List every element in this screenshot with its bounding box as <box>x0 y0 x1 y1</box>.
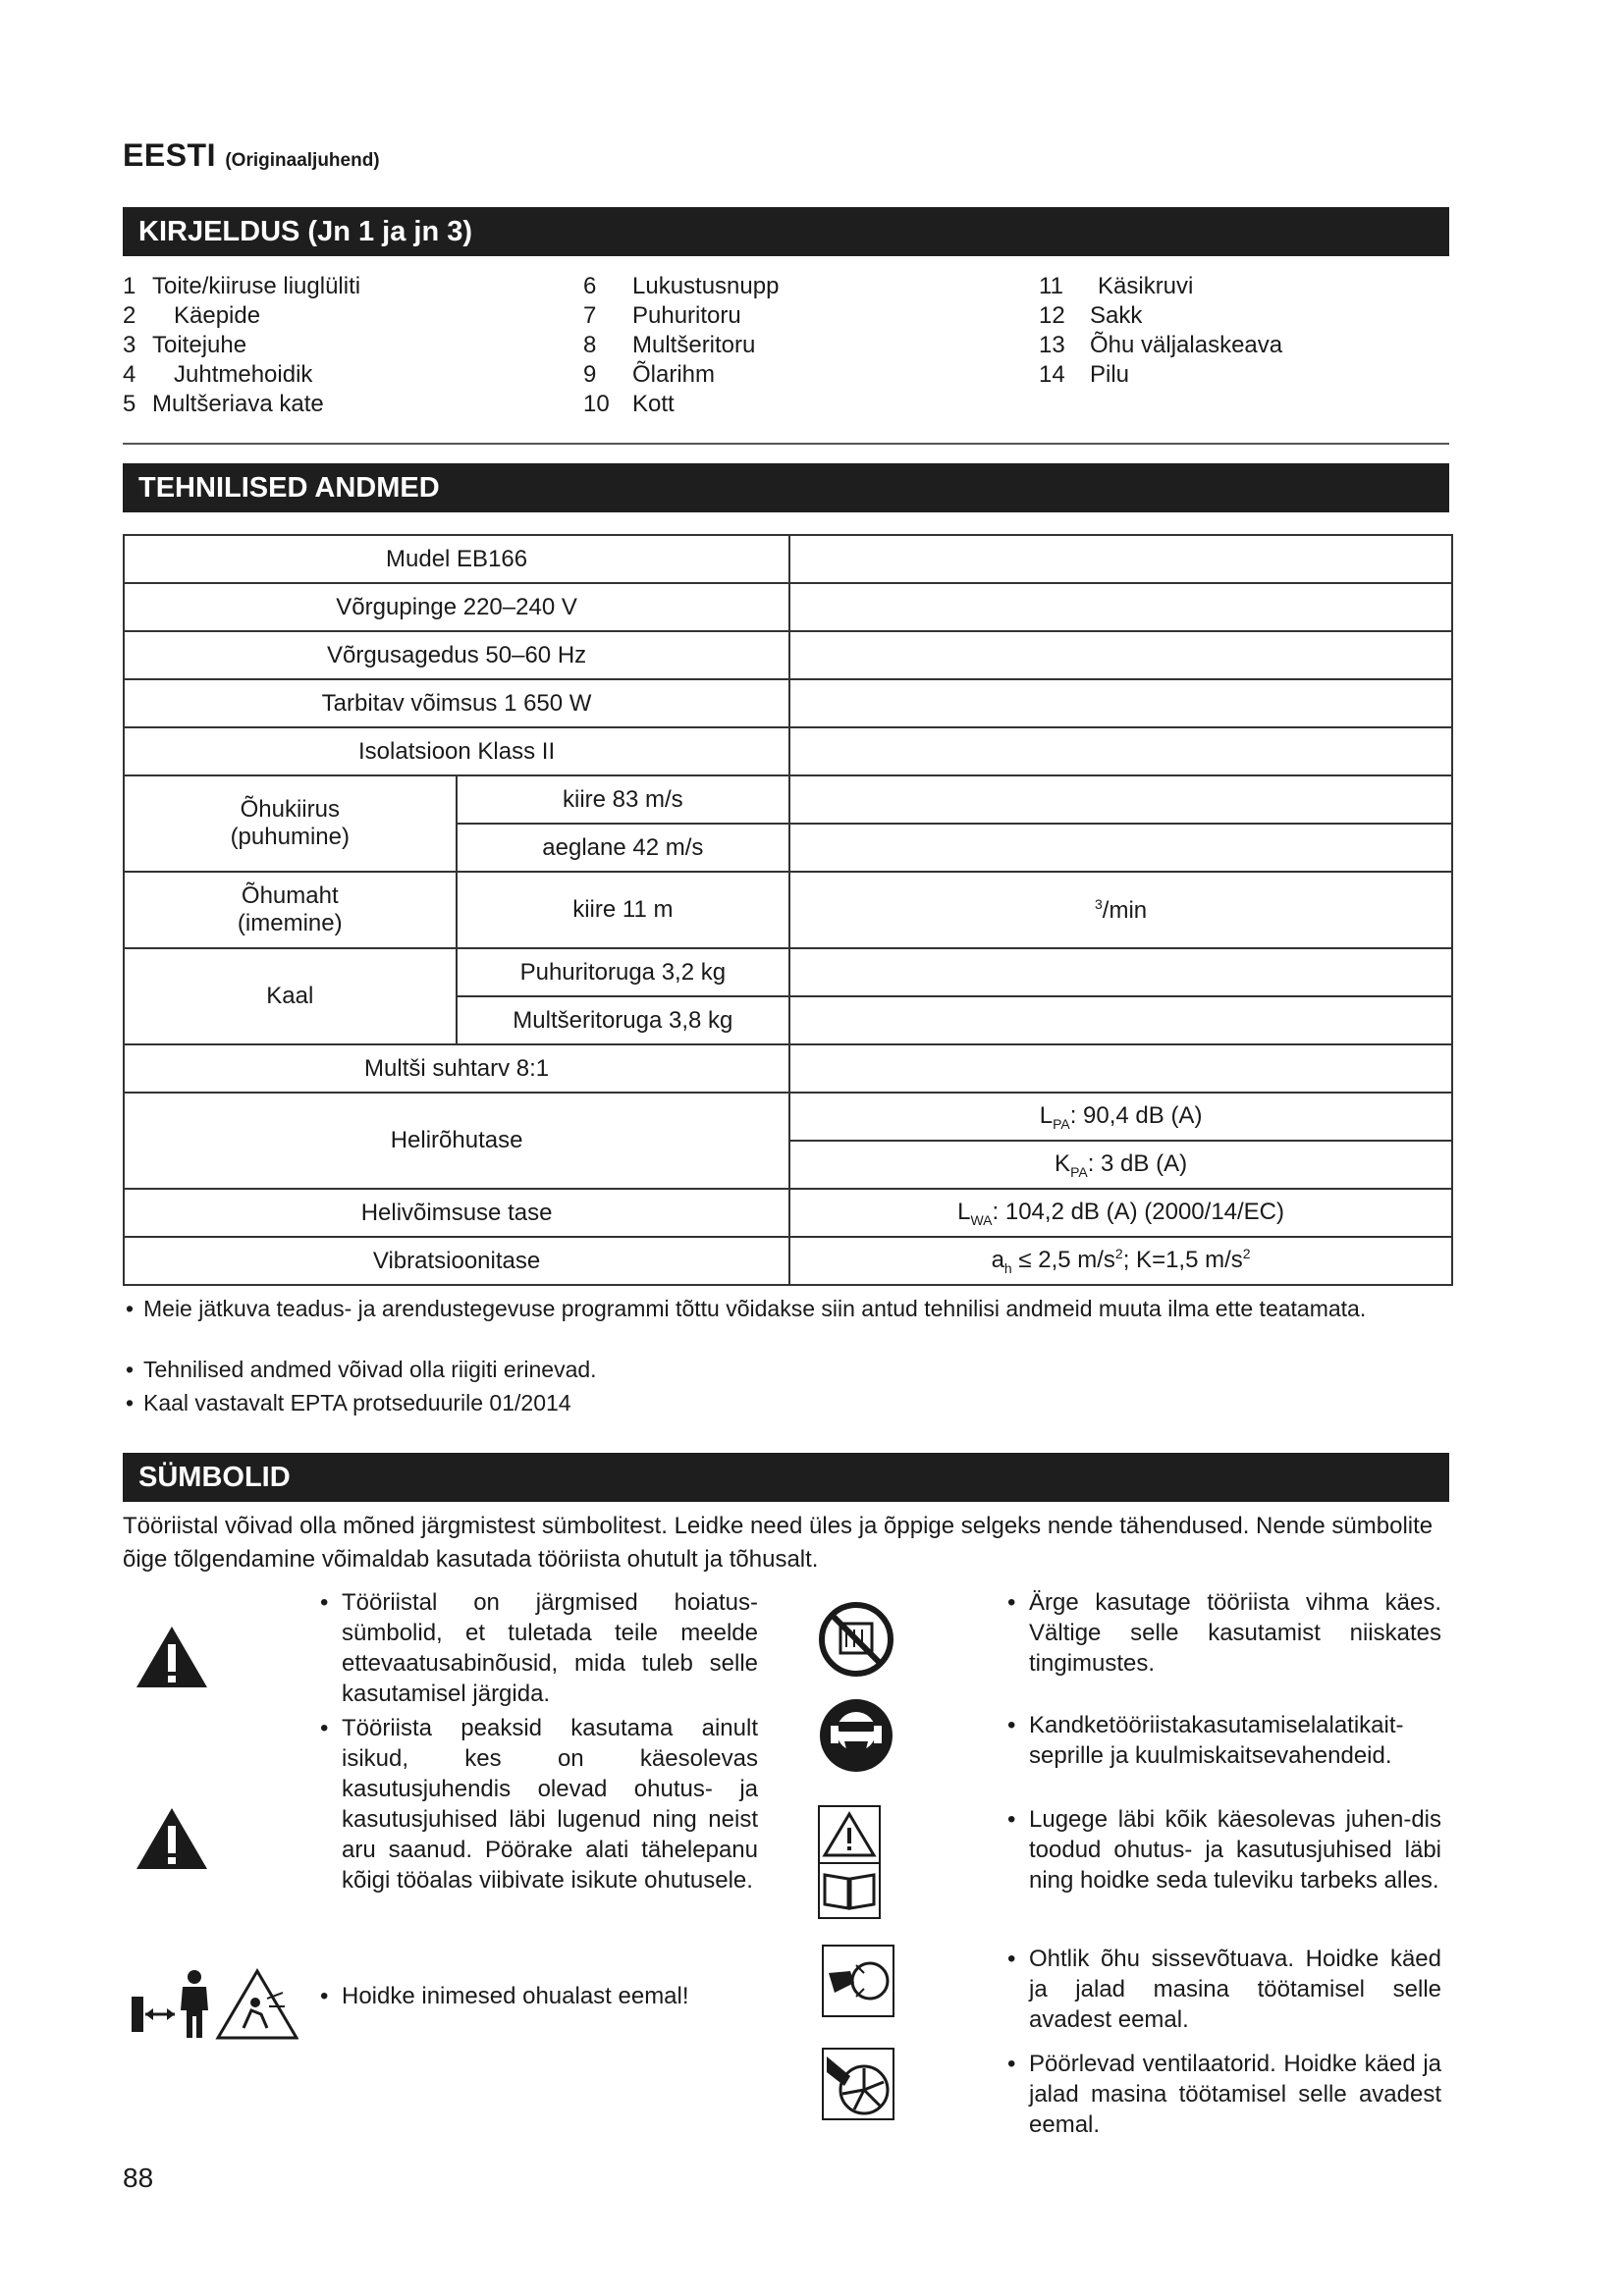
spec-model: Mudel EB166 <box>124 535 789 583</box>
part-item: 14 Pilu <box>1039 361 1130 388</box>
symbol-text-right: • Ohtlik õhu sissevõtuava. Hoidke käed ja jalad masina töötamisel selle avadest eemal. <box>1007 1946 1441 2033</box>
spec-weight-label: Kaal <box>124 948 457 1044</box>
note-item: • Meie jätkuva teadus- ja arendustegevuse programmi tõttu võidakse siin antud tehnilisi andmeid muuta ilma ette teatamata. <box>126 1296 1367 1321</box>
parts-column-3 <box>1039 272 1282 390</box>
spec-air-volume-fast: kiire 11 m <box>457 872 790 948</box>
part-item: 13 Õhu väljalaskeava <box>1039 332 1283 358</box>
part-item: 6 Lukustusnupp <box>583 273 780 299</box>
symbol-text-left: • Tööriistal on järgmised hoiatus-sümbolid, et tuletada teile meelde ettevaatusabinõusid, mida tuleb selle kasutamisel järgida. <box>320 1589 758 1707</box>
symbols-intro: Tööriistal võivad olla mõned järgmistest sümbolitest. Leidke need üles ja õppige selgeks nende tähendused. Nende sümbolite õige tõlgendamine võimaldab kasutada tööriista ohutult ja tõhusalt. <box>123 1513 1434 1573</box>
spec-vibration-label: Vibratsioonitase <box>124 1237 789 1285</box>
spec-frequency: Võrgusagedus 50–60 Hz <box>124 631 789 679</box>
page-number: 88 <box>123 2163 154 2193</box>
part-item: 1 Toite/kiiruse liuglüliti <box>123 273 361 299</box>
spec-lpa: $L_{PA}$: 90,4 dB (A) <box>789 1093 1452 1141</box>
part-item: 12 Sakk <box>1039 302 1143 329</box>
spec-air-volume-unit: $^3$/min <box>789 872 1452 948</box>
symbol-text-right: • Pöörlevad ventilaatorid. Hoidke käed ja jalad masina töötamisel selle avadest eemal. <box>1007 2051 1441 2138</box>
part-item: 10 Kott <box>583 391 675 417</box>
warning-triangle-icon <box>135 1625 209 1689</box>
spec-noise-label: Helirõhutase <box>124 1093 789 1189</box>
part-item: 4 Juhtmehoidik <box>123 361 313 388</box>
symbol-text-right: • Ärge kasutage tööriista vihma käes. Vältige selle kasutamist niiskates tingimustes. <box>1007 1589 1441 1677</box>
part-item: 2 Käepide <box>123 302 261 329</box>
spec-lwa: $L_{WA}$: 104,2 dB (A) (2000/14/EC) <box>789 1189 1452 1237</box>
no-rain-icon <box>817 1600 895 1679</box>
spec-air-volume-label: Õhumaht (imemine) <box>124 872 457 948</box>
divider <box>123 443 1449 445</box>
air-intake-hazard-icon <box>821 1944 895 2018</box>
spec-insulation: Isolatsioon Klass II <box>124 727 789 775</box>
page-language-title <box>123 137 380 174</box>
spec-power: Tarbitav võimsus 1 650 W <box>124 679 789 727</box>
spec-air-speed-label: Õhukiirus (puhumine) <box>124 775 457 872</box>
parts-column-2 <box>583 272 779 419</box>
keep-bystanders-away-icon <box>130 1963 298 2042</box>
language-label: EESTI <box>123 137 216 173</box>
spec-table <box>123 534 1453 1286</box>
part-item: 3 Toitejuhe <box>123 332 247 358</box>
spec-vibration: $a_h \le 2,5$ $m/s^2$; K=1,5 $m/s^2$ <box>789 1237 1452 1285</box>
spec-air-speed-slow: aeglane 42 m/s <box>457 824 790 872</box>
part-item: 5 Multšeriava kate <box>123 391 324 417</box>
part-item: 11 Käsikruvi <box>1039 273 1194 299</box>
section-header-symbols: SÜMBOLID <box>123 1453 1449 1502</box>
part-item: 9 Õlarihm <box>583 361 716 388</box>
symbol-text-right: • Kandketööriistakasutamiselalatikait-seprille ja kuulmiskaitsevahendeid. <box>1007 1712 1404 1769</box>
language-subtitle: (Originaaljuhend) <box>225 150 380 171</box>
spec-power-level-label: Helivõimsuse tase <box>124 1189 789 1237</box>
symbol-text-left: • Hoidke inimesed ohualast eemal! <box>320 1983 689 2009</box>
section-header-description: KIRJELDUS (Jn 1 ja jn 3) <box>123 207 1449 256</box>
spec-weight-blower: Puhuritoruga 3,2 kg <box>457 948 790 996</box>
warning-triangle-icon <box>135 1806 209 1871</box>
spec-mulch-ratio: Multši suhtarv 8:1 <box>124 1044 789 1093</box>
spec-kpa: $K_{PA}$: 3 dB (A) <box>789 1141 1452 1189</box>
spec-air-speed-fast: kiire 83 m/s <box>457 775 790 824</box>
symbol-text-left: • Tööriista peaksid kasutama ainult isikud, kes on käesolevas kasutusjuhendis olevad ohutus- ja kasutusjuhised läbi lugenud ning neist aru saanud. Pöörake alati tähelepanu kõigi tööalas viibivate isikute ohutusele. <box>320 1715 758 1894</box>
symbol-text-right: • Lugege läbi kõik käesolevas juhen-dis toodud ohutus- ja kasutusjuhised läbi ning hoidke seda tuleviku tarbeks alles. <box>1007 1806 1441 1894</box>
section-header-specs: TEHNILISED ANDMED <box>123 463 1449 512</box>
spec-voltage: Võrgupinge 220–240 V <box>124 583 789 631</box>
part-item: 7 Puhuritoru <box>583 302 741 329</box>
part-item: 8 Multšeritoru <box>583 332 756 358</box>
note-item: • Tehnilised andmed võivad olla riigiti erinevad. <box>126 1357 597 1382</box>
parts-column-1 <box>123 272 360 419</box>
rotating-fan-hazard-icon <box>821 2047 895 2121</box>
wear-eye-ear-protection-icon <box>817 1696 895 1775</box>
spec-weight-mulcher: Multšeritoruga 3,8 kg <box>457 996 790 1044</box>
read-manual-icon <box>817 1804 882 1920</box>
note-item: • Kaal vastavalt EPTA protseduurile 01/2014 <box>126 1390 571 1415</box>
